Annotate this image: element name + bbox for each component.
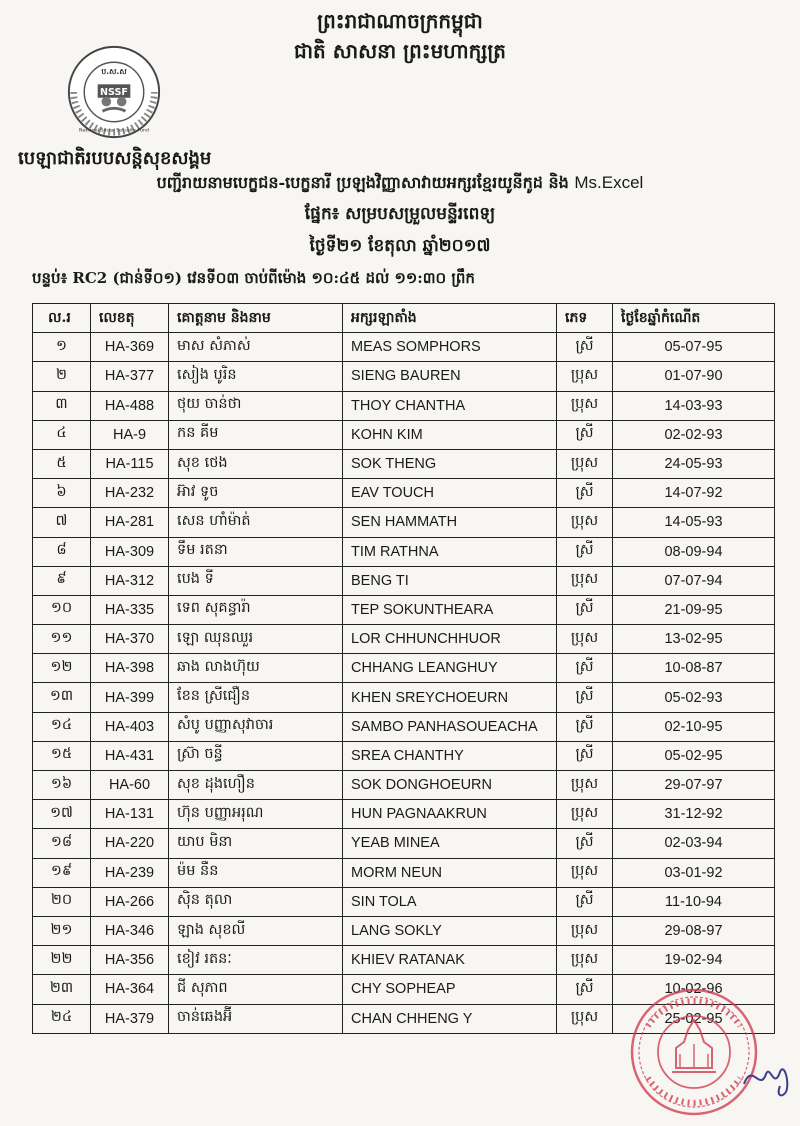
- desk-code-cell: HA-398: [91, 654, 169, 683]
- svg-text:ប.ស.ស: ប.ស.ស: [101, 66, 127, 76]
- desk-code-cell: HA-364: [91, 975, 169, 1004]
- latin-name-cell: YEAB MINEA: [343, 829, 557, 858]
- table-row: [33, 595, 775, 624]
- svg-text:National Social Security Fund: National Social Security Fund: [79, 128, 149, 134]
- latin-name-cell: SOK DONGHOEURN: [343, 771, 557, 800]
- latin-name-cell: MORM NEUN: [343, 858, 557, 887]
- latin-name-cell: MEAS SOMPHORS: [343, 333, 557, 362]
- row-number-cell: ២២: [33, 946, 91, 975]
- session-info: បន្ទប់៖ RC2 (ជាន់ទី០១) វេនទី០៣ ចាប់ពីម៉ោង ១០:៤៥ ដល់ ១១:៣០ ព្រឹក: [32, 269, 475, 287]
- desk-code-cell: HA-403: [91, 712, 169, 741]
- khmer-name-cell: ថុយ ចាន់ថា: [169, 391, 343, 420]
- desk-code-cell: HA-309: [91, 537, 169, 566]
- date-of-birth-cell: 02-02-93: [613, 420, 775, 449]
- latin-name-cell: KOHN KIM: [343, 420, 557, 449]
- date-of-birth-cell: 07-07-94: [613, 566, 775, 595]
- latin-name-cell: BENG TI: [343, 566, 557, 595]
- row-number-cell: ២៤: [33, 1004, 91, 1033]
- organization-name: បេឡាជាតិរបបសន្តិសុខសង្គម: [18, 148, 212, 169]
- khmer-name-cell: ទេព សុគន្ធារ៉ា: [169, 595, 343, 624]
- row-number-cell: ១៩: [33, 858, 91, 887]
- motto-heading: ជាតិ សាសនា ព្រះមហាក្សត្រ: [294, 39, 506, 63]
- table-row: [33, 946, 775, 975]
- latin-name-cell: SEN HAMMATH: [343, 508, 557, 537]
- khmer-name-cell: សំបូ បញ្ញាសុវាចារ: [169, 712, 343, 741]
- desk-code-cell: HA-9: [91, 420, 169, 449]
- header-desk: លេខតុ: [91, 304, 169, 333]
- desk-code-cell: HA-281: [91, 508, 169, 537]
- desk-code-cell: HA-346: [91, 916, 169, 945]
- table-row: [33, 537, 775, 566]
- row-number-cell: ២០: [33, 887, 91, 916]
- sex-cell: ស្រី: [557, 479, 613, 508]
- desk-code-cell: HA-377: [91, 362, 169, 391]
- desk-code-cell: HA-239: [91, 858, 169, 887]
- sex-cell: ប្រុស: [557, 449, 613, 478]
- khmer-name-cell: ជី សុភាព: [169, 975, 343, 1004]
- svg-text:NSSF: NSSF: [100, 86, 128, 98]
- desk-code-cell: HA-115: [91, 449, 169, 478]
- latin-name-cell: SREA CHANTHY: [343, 741, 557, 770]
- table-row: [33, 362, 775, 391]
- sex-cell: ស្រី: [557, 887, 613, 916]
- sex-cell: ប្រុស: [557, 771, 613, 800]
- date-of-birth-cell: 08-09-94: [613, 537, 775, 566]
- row-number-cell: ១១: [33, 625, 91, 654]
- sex-cell: ប្រុស: [557, 625, 613, 654]
- latin-name-cell: SAMBO PANHASOUEACHA: [343, 712, 557, 741]
- date-of-birth-cell: 05-02-93: [613, 683, 775, 712]
- sex-cell: ស្រី: [557, 975, 613, 1004]
- row-number-cell: ២១: [33, 916, 91, 945]
- sex-cell: ស្រី: [557, 420, 613, 449]
- table-row: [33, 829, 775, 858]
- sex-cell: ស្រី: [557, 654, 613, 683]
- row-number-cell: ៥: [33, 449, 91, 478]
- latin-name-cell: TEP SOKUNTHEARA: [343, 595, 557, 624]
- header-sex: ភេទ: [557, 304, 613, 333]
- date-of-birth-cell: 19-02-94: [613, 946, 775, 975]
- table-row: [33, 449, 775, 478]
- desk-code-cell: HA-232: [91, 479, 169, 508]
- khmer-name-cell: ហ៊ុន បញ្ញាអរុណ: [169, 800, 343, 829]
- date-of-birth-cell: 29-08-97: [613, 916, 775, 945]
- desk-code-cell: HA-399: [91, 683, 169, 712]
- latin-name-cell: LOR CHHUNCHHUOR: [343, 625, 557, 654]
- row-number-cell: ១២: [33, 654, 91, 683]
- table-header-row: [33, 304, 775, 333]
- date-of-birth-cell: 02-10-95: [613, 712, 775, 741]
- desk-code-cell: HA-60: [91, 771, 169, 800]
- row-number-cell: ៦: [33, 479, 91, 508]
- desk-code-cell: HA-369: [91, 333, 169, 362]
- date-of-birth-cell: 05-02-95: [613, 741, 775, 770]
- khmer-name-cell: ចាន់ឆេងអ៊ី: [169, 1004, 343, 1033]
- row-number-cell: ១: [33, 333, 91, 362]
- table-row: [33, 858, 775, 887]
- latin-name-cell: CHAN CHHENG Y: [343, 1004, 557, 1033]
- date-line: ថ្ងៃទី២១ ខែតុលា ឆ្នាំ២០១៧: [309, 236, 491, 256]
- table-row: [33, 800, 775, 829]
- desk-code-cell: HA-266: [91, 887, 169, 916]
- row-number-cell: ២៣: [33, 975, 91, 1004]
- row-number-cell: ១៥: [33, 741, 91, 770]
- sex-cell: ស្រី: [557, 829, 613, 858]
- row-number-cell: ១៤: [33, 712, 91, 741]
- date-of-birth-cell: 21-09-95: [613, 595, 775, 624]
- latin-name-cell: KHEN SREYCHOEURN: [343, 683, 557, 712]
- sex-cell: ប្រុស: [557, 508, 613, 537]
- table-row: [33, 741, 775, 770]
- table-row: [33, 333, 775, 362]
- desk-code-cell: HA-370: [91, 625, 169, 654]
- latin-name-cell: CHHANG LEANGHUY: [343, 654, 557, 683]
- row-number-cell: ១៧: [33, 800, 91, 829]
- sex-cell: ប្រុស: [557, 916, 613, 945]
- table-row: [33, 887, 775, 916]
- table-row: [33, 771, 775, 800]
- header-khmer-name: គោត្តនាម និងនាម: [169, 304, 343, 333]
- date-of-birth-cell: 14-03-93: [613, 391, 775, 420]
- header-no: ល.រ: [33, 304, 91, 333]
- table-row: [33, 712, 775, 741]
- khmer-name-cell: ខែន ស្រីជឿន: [169, 683, 343, 712]
- khmer-name-cell: សុខ ថេង: [169, 449, 343, 478]
- kingdom-heading: ព្រះរាជាណាចក្រកម្ពុជា: [317, 9, 483, 33]
- date-of-birth-cell: 14-07-92: [613, 479, 775, 508]
- row-number-cell: ១៨: [33, 829, 91, 858]
- date-of-birth-cell: 01-07-90: [613, 362, 775, 391]
- row-number-cell: ១៣: [33, 683, 91, 712]
- row-number-cell: ១០: [33, 595, 91, 624]
- nssf-logo: [66, 44, 162, 140]
- date-of-birth-cell: 24-05-93: [613, 449, 775, 478]
- table-row: [33, 916, 775, 945]
- desk-code-cell: HA-488: [91, 391, 169, 420]
- sex-cell: ស្រី: [557, 712, 613, 741]
- khmer-name-cell: សុខ ដុងហឿន: [169, 771, 343, 800]
- sex-cell: ស្រី: [557, 683, 613, 712]
- khmer-name-cell: ស៊ិន តុលា: [169, 887, 343, 916]
- row-number-cell: ២: [33, 362, 91, 391]
- document-title: [0, 172, 800, 196]
- date-of-birth-cell: 13-02-95: [613, 625, 775, 654]
- sex-cell: ប្រុស: [557, 800, 613, 829]
- desk-code-cell: HA-220: [91, 829, 169, 858]
- table-row: [33, 625, 775, 654]
- table-row: [33, 479, 775, 508]
- khmer-name-cell: កន គីម: [169, 420, 343, 449]
- khmer-name-cell: មាស សំភាស់: [169, 333, 343, 362]
- table-row: [33, 654, 775, 683]
- row-number-cell: ៩: [33, 566, 91, 595]
- khmer-name-cell: សៀង បូរិន: [169, 362, 343, 391]
- desk-code-cell: HA-356: [91, 946, 169, 975]
- latin-name-cell: THOY CHANTHA: [343, 391, 557, 420]
- row-number-cell: ៨: [33, 537, 91, 566]
- latin-name-cell: SIN TOLA: [343, 887, 557, 916]
- sex-cell: ប្រុស: [557, 391, 613, 420]
- date-of-birth-cell: 02-03-94: [613, 829, 775, 858]
- header-latin-name: អក្សរឡាតាំង: [343, 304, 557, 333]
- desk-code-cell: HA-312: [91, 566, 169, 595]
- table-row: [33, 420, 775, 449]
- sex-cell: ប្រុស: [557, 946, 613, 975]
- sex-cell: ប្រុស: [557, 1004, 613, 1033]
- sex-cell: ប្រុស: [557, 566, 613, 595]
- latin-name-cell: SOK THENG: [343, 449, 557, 478]
- title-line1: បញ្ជីរាយនាមបេក្ខជន-បេក្ខនារី ប្រឡងវិញ្ញាសាវាយអក្សរខ្មែរយូនីកូដ និង: [156, 173, 569, 192]
- title-excel: Ms.Excel: [574, 173, 644, 192]
- table-row: [33, 566, 775, 595]
- row-number-cell: ៧: [33, 508, 91, 537]
- date-of-birth-cell: 10-08-87: [613, 654, 775, 683]
- khmer-name-cell: សេន ហាំម៉ាត់: [169, 508, 343, 537]
- khmer-name-cell: ម៉ម នឺន: [169, 858, 343, 887]
- signature-mark: [738, 1052, 798, 1102]
- sex-cell: ស្រី: [557, 741, 613, 770]
- desk-code-cell: HA-379: [91, 1004, 169, 1033]
- sex-cell: ស្រី: [557, 595, 613, 624]
- khmer-name-cell: ទឹម រតនា: [169, 537, 343, 566]
- candidate-table: [32, 303, 775, 1034]
- header-dob: ថ្ងៃខែឆ្នាំកំណើត: [613, 304, 775, 333]
- sex-cell: ស្រី: [557, 537, 613, 566]
- khmer-name-cell: ខៀវ រតនៈ: [169, 946, 343, 975]
- latin-name-cell: CHY SOPHEAP: [343, 975, 557, 1004]
- date-of-birth-cell: 25-02-95: [613, 1004, 775, 1033]
- latin-name-cell: LANG SOKLY: [343, 916, 557, 945]
- desk-code-cell: HA-131: [91, 800, 169, 829]
- khmer-name-cell: បេង ទី: [169, 566, 343, 595]
- date-of-birth-cell: 03-01-92: [613, 858, 775, 887]
- table-row: [33, 391, 775, 420]
- latin-name-cell: SIENG BAUREN: [343, 362, 557, 391]
- khmer-name-cell: ឆាង លាងហ៊ុយ: [169, 654, 343, 683]
- row-number-cell: ៣: [33, 391, 91, 420]
- khmer-name-cell: ស្រ៊ា ចន្ធី: [169, 741, 343, 770]
- table-row: [33, 508, 775, 537]
- khmer-name-cell: អ៊ាវ ទូច: [169, 479, 343, 508]
- date-of-birth-cell: 11-10-94: [613, 887, 775, 916]
- date-of-birth-cell: 05-07-95: [613, 333, 775, 362]
- desk-code-cell: HA-335: [91, 595, 169, 624]
- date-of-birth-cell: 14-05-93: [613, 508, 775, 537]
- sex-cell: ប្រុស: [557, 362, 613, 391]
- desk-code-cell: HA-431: [91, 741, 169, 770]
- row-number-cell: ៤: [33, 420, 91, 449]
- latin-name-cell: HUN PAGNAAKRUN: [343, 800, 557, 829]
- sex-cell: ស្រី: [557, 333, 613, 362]
- sex-cell: ប្រុស: [557, 858, 613, 887]
- date-of-birth-cell: 29-07-97: [613, 771, 775, 800]
- table-row: [33, 683, 775, 712]
- latin-name-cell: TIM RATHNA: [343, 537, 557, 566]
- khmer-name-cell: ឡាង សុខលី: [169, 916, 343, 945]
- date-of-birth-cell: 31-12-92: [613, 800, 775, 829]
- khmer-name-cell: ឡោ ឈុនឈួរ: [169, 625, 343, 654]
- latin-name-cell: EAV TOUCH: [343, 479, 557, 508]
- khmer-name-cell: យាប មិនា: [169, 829, 343, 858]
- department-line: ផ្នែក៖ សម្របសម្រួលមន្ទីរពេទ្យ: [304, 204, 496, 224]
- latin-name-cell: KHIEV RATANAK: [343, 946, 557, 975]
- row-number-cell: ១៦: [33, 771, 91, 800]
- date-of-birth-cell: 10-02-96: [613, 975, 775, 1004]
